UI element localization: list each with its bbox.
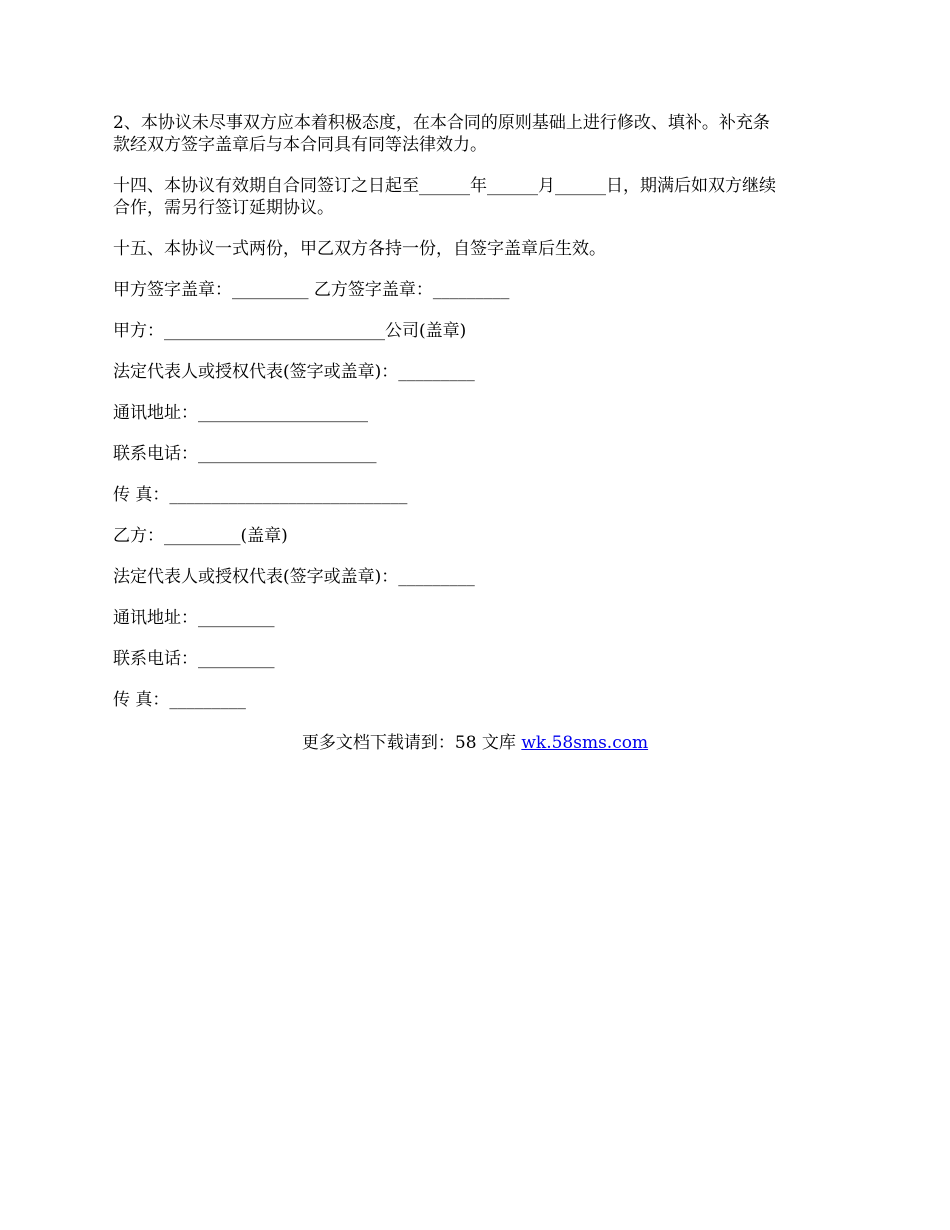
clause-2-line-1: 2、本协议未尽事双方应本着积极态度，在本合同的原则基础上进行修改、填补。补充条 xyxy=(113,113,770,133)
clause-14-line-2: 合作，需另行签订延期协议。 xyxy=(113,198,334,218)
clause-2-line-2: 款经双方签字盖章后与本合同具有同等法律效力。 xyxy=(113,135,487,155)
clause-15: 十五、本协议一式两份，甲乙双方各持一份，自签字盖章后生效。 xyxy=(113,239,606,259)
party-a-fax: 传 真：____________________________ xyxy=(113,485,408,505)
signature-line: 甲方签字盖章：_________ 乙方签字盖章：_________ xyxy=(113,280,510,300)
clause-2 xyxy=(113,112,843,156)
clause-14 xyxy=(113,175,843,219)
footer-link[interactable]: wk.58sms.com xyxy=(521,733,649,753)
document-body xyxy=(113,112,843,730)
party-a-address: 通讯地址：____________________ xyxy=(113,403,368,423)
party-a-name: 甲方：__________________________公司(盖章) xyxy=(113,321,467,341)
party-b-address: 通讯地址：_________ xyxy=(113,608,275,628)
party-a-phone: 联系电话：_____________________ xyxy=(113,444,377,464)
party-b-representative: 法定代表人或授权代表(签字或盖章)：_________ xyxy=(113,567,475,587)
footer xyxy=(0,732,950,754)
party-b-name: 乙方：_________(盖章) xyxy=(113,526,288,546)
party-a-representative: 法定代表人或授权代表(签字或盖章)：_________ xyxy=(113,362,475,382)
party-b-fax: 传 真：_________ xyxy=(113,690,246,710)
party-b-phone: 联系电话：_________ xyxy=(113,649,275,669)
clause-14-line-1: 十四、本协议有效期自合同签订之日起至______年______月______日，期满后如双方继续 xyxy=(113,176,776,196)
footer-text: 更多文档下载请到：58 文库 xyxy=(301,733,522,753)
